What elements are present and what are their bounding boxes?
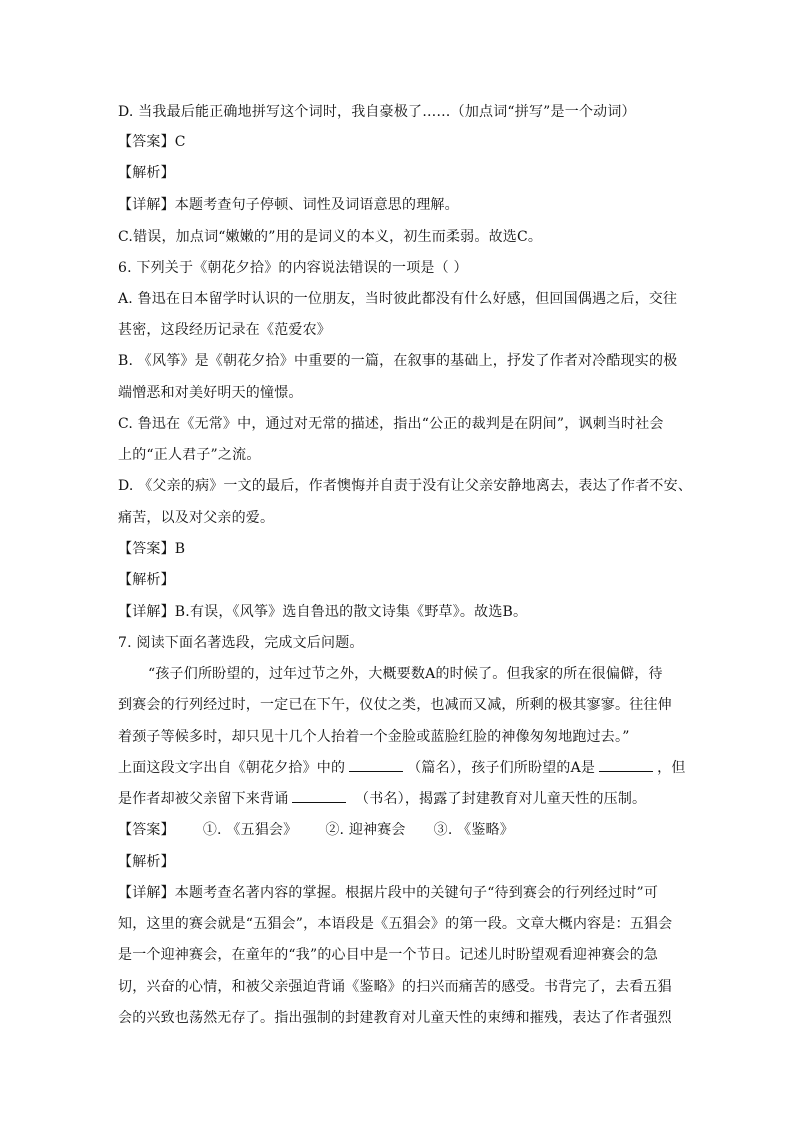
question-6: 6. 下列关于《朝花夕拾》的内容说法错误的一项是（ ）: [118, 260, 468, 276]
excerpt-line2: 到赛会的行列经过时，一定已在下午，仪仗之类，也减而又减，所剩的极其寥寥。往往伸: [118, 697, 672, 713]
detail-q7-line2: 知，这里的赛会就是“五猖会”，本语段是《五猖会》的第一段。文章大概内容是：五猖会: [118, 916, 673, 932]
blank-1: [349, 757, 403, 772]
fill-blank-text-3: ，但: [657, 760, 686, 776]
detail-q5-line2: C.错误，加点词“嫩嫩的”用的是词义的本义，初生而柔弱。故选C。: [118, 229, 543, 245]
fill-blank-line1: [118, 757, 686, 779]
detail-q5-line1: 【详解】本题考查句子停顿、词性及词语意思的理解。: [118, 197, 459, 213]
answer-q7-item1: ①. 《五猖会》: [202, 822, 298, 838]
answer-q7: [118, 819, 514, 841]
analysis-label-q5: 【解析】: [118, 165, 175, 181]
detail-q7-line1: 【详解】本题考查名著内容的掌握。根据片段中的关键句子“待到赛会的行列经过时”可: [118, 885, 659, 901]
blank-2: [599, 757, 653, 772]
option-d-q6-line2: 痛苦，以及对父亲的爱。: [118, 510, 275, 526]
detail-q7-line4: 切，兴奋的心情，和被父亲强迫背诵《鉴略》的扫兴而痛苦的感受。书背完了，去看五猖: [118, 979, 672, 995]
option-a-q6-line1: A. 鲁迅在日本留学时认识的一位朋友，当时彼此都没有什么好感，但回国偶遇之后，交往: [118, 291, 678, 307]
detail-q6: 【详解】B.有误，《风筝》选自鲁迅的散文诗集《野草》。故选B。: [118, 604, 528, 620]
analysis-label-q7: 【解析】: [118, 854, 175, 870]
excerpt-line3: 着颈子等候多时，却只见十几个人抬着一个金脸或蓝脸红脸的神像匆匆地跑过去。”: [118, 729, 630, 745]
answer-label-q6: 【答案】B: [118, 541, 186, 557]
excerpt-line1: “孩子们所盼望的，过年过节之外，大概要数A的时候了。但我家的所在很偏僻，待: [148, 666, 663, 682]
answer-q7-item3: ③. 《鉴略》: [433, 822, 514, 838]
answer-q7-item2: ②. 迎神赛会: [325, 822, 406, 838]
question-7: 7. 阅读下面名著选段，完成文后问题。: [118, 635, 364, 651]
fill-blank-text-1: 上面这段文字出自《朝花夕拾》中的: [118, 760, 346, 776]
detail-q7-line3: 是一个迎神赛会，在童年的“我”的心目中是一个节日。记述儿时盼望观看迎神赛会的急: [118, 947, 659, 963]
option-d-q5: D. 当我最后能正确地拼写这个词时，我自豪极了……（加点词“拼写”是一个动词）: [118, 104, 636, 120]
option-c-q6-line1: C. 鲁迅在《无常》中，通过对无常的描述，指出“公正的裁判是在阴间”，讽刺当时社会: [118, 416, 664, 432]
analysis-label-q6: 【解析】: [118, 572, 175, 588]
answer-label-q7: 【答案】: [118, 822, 175, 838]
option-b-q6-line1: B. 《风筝》是《朝花夕拾》中重要的一篇，在叙事的基础上，抒发了作者对冷酷现实的极: [118, 353, 678, 369]
blank-3: [292, 788, 346, 803]
answer-label-q5: 【答案】C: [118, 134, 186, 150]
option-c-q6-line2: 上的“正人君子”之流。: [118, 447, 261, 463]
fill-blank-line2: [118, 788, 646, 810]
option-a-q6-line2: 甚密，这段经历记录在《范爱农》: [118, 322, 331, 338]
option-d-q6-line1: D. 《父亲的病》一文的最后，作者懊悔并自责于没有让父亲安静地离去，表达了作者不安、: [118, 478, 693, 494]
option-b-q6-line2: 端憎恶和对美好明天的憧憬。: [118, 385, 303, 401]
fill-blank-text-4: 是作者却被父亲留下来背诵: [118, 791, 289, 807]
detail-q7-line5: 会的兴致也荡然无存了。指出强制的封建教育对儿童天性的束缚和摧残，表达了作者强烈: [118, 1010, 672, 1026]
fill-blank-text-5: （书名），揭露了封建教育对儿童天性的压制。: [350, 791, 647, 807]
fill-blank-text-2: （篇名），孩子们所盼望的A是: [407, 760, 596, 776]
